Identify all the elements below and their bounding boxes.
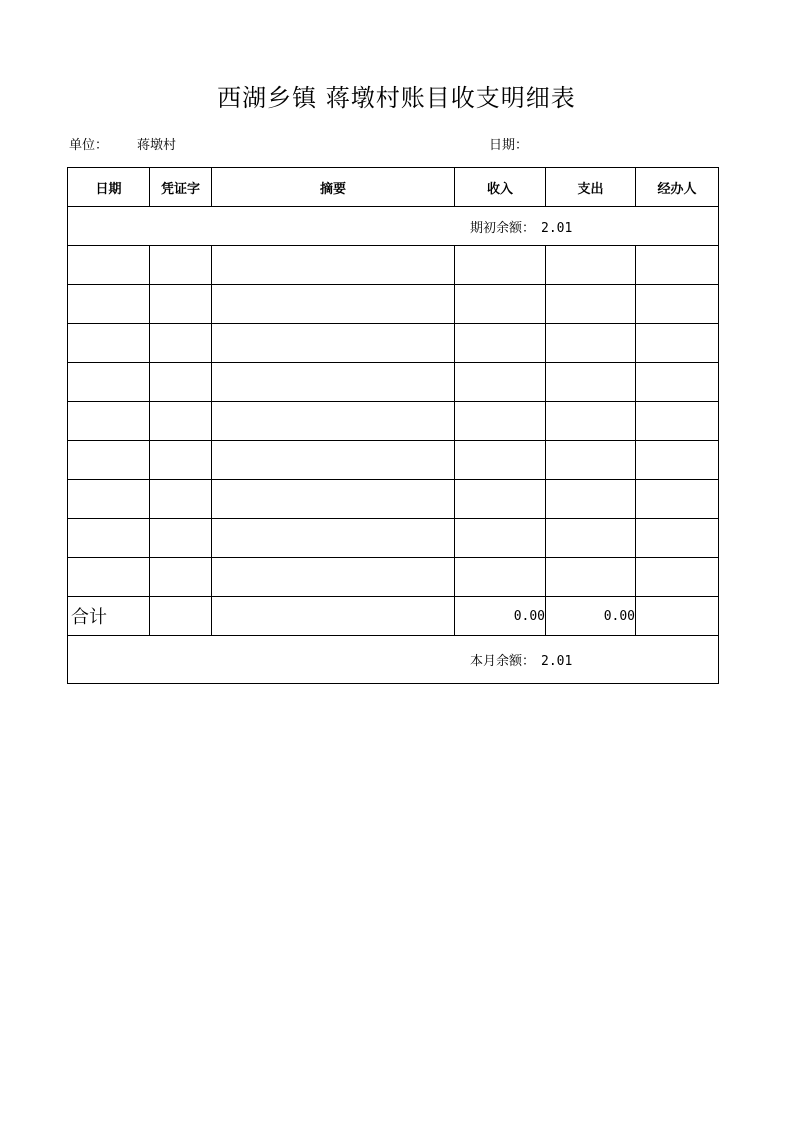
- header-summary: 摘要: [212, 168, 455, 207]
- cell-handler[interactable]: [636, 285, 719, 324]
- cell-voucher[interactable]: [150, 558, 212, 597]
- unit-label: 单位：: [69, 138, 109, 153]
- closing-balance-value: 2.01: [541, 654, 573, 669]
- header-handler: 经办人: [636, 168, 719, 207]
- table-row: [68, 363, 719, 402]
- header-row: [68, 168, 719, 207]
- cell-handler[interactable]: [636, 480, 719, 519]
- cell-date[interactable]: [68, 324, 150, 363]
- unit-value: 蒋墩村: [137, 138, 177, 153]
- cell-income[interactable]: [455, 363, 546, 402]
- header-date: 日期: [68, 168, 150, 207]
- table-row: [68, 402, 719, 441]
- cell-expense[interactable]: [546, 363, 636, 402]
- table-row: [68, 285, 719, 324]
- cell-voucher[interactable]: [150, 246, 212, 285]
- total-handler-cell: [636, 597, 719, 636]
- cell-income[interactable]: [455, 324, 546, 363]
- closing-balance-cell: [68, 636, 719, 684]
- cell-handler[interactable]: [636, 441, 719, 480]
- table-row: [68, 480, 719, 519]
- cell-date[interactable]: [68, 441, 150, 480]
- cell-date[interactable]: [68, 402, 150, 441]
- cell-voucher[interactable]: [150, 441, 212, 480]
- cell-date[interactable]: [68, 519, 150, 558]
- total-expense: 0.00: [546, 597, 636, 636]
- cell-income[interactable]: [455, 558, 546, 597]
- cell-voucher[interactable]: [150, 285, 212, 324]
- cell-date[interactable]: [68, 480, 150, 519]
- cell-summary[interactable]: [212, 363, 455, 402]
- table-row: [68, 558, 719, 597]
- total-summary-cell: [212, 597, 455, 636]
- cell-expense[interactable]: [546, 519, 636, 558]
- cell-expense[interactable]: [546, 246, 636, 285]
- cell-voucher[interactable]: [150, 480, 212, 519]
- header-expense: 支出: [546, 168, 636, 207]
- ledger-table: [67, 167, 719, 684]
- cell-date[interactable]: [68, 246, 150, 285]
- cell-voucher[interactable]: [150, 324, 212, 363]
- cell-summary[interactable]: [212, 285, 455, 324]
- cell-income[interactable]: [455, 402, 546, 441]
- total-label: 合计: [68, 597, 150, 636]
- cell-summary[interactable]: [212, 519, 455, 558]
- cell-expense[interactable]: [546, 285, 636, 324]
- header-voucher: 凭证字: [150, 168, 212, 207]
- cell-summary[interactable]: [212, 558, 455, 597]
- total-row: [68, 597, 719, 636]
- total-voucher-cell: [150, 597, 212, 636]
- opening-balance-value: 2.01: [541, 220, 573, 236]
- header-income: 收入: [455, 168, 546, 207]
- cell-handler[interactable]: [636, 558, 719, 597]
- closing-balance-label: 本月余额：: [470, 654, 536, 669]
- table-row: [68, 519, 719, 558]
- cell-expense[interactable]: [546, 558, 636, 597]
- cell-handler[interactable]: [636, 363, 719, 402]
- page-title: 西湖乡镇 蒋墩村账目收支明细表: [217, 84, 576, 112]
- cell-income[interactable]: [455, 441, 546, 480]
- cell-date[interactable]: [68, 285, 150, 324]
- opening-balance-row: [68, 207, 719, 246]
- cell-income[interactable]: [455, 246, 546, 285]
- table-row: [68, 324, 719, 363]
- table-row: [68, 441, 719, 480]
- cell-handler[interactable]: [636, 402, 719, 441]
- date-label: 日期：: [489, 138, 529, 153]
- cell-expense[interactable]: [546, 480, 636, 519]
- cell-expense[interactable]: [546, 441, 636, 480]
- cell-income[interactable]: [455, 519, 546, 558]
- cell-income[interactable]: [455, 480, 546, 519]
- cell-summary[interactable]: [212, 480, 455, 519]
- cell-expense[interactable]: [546, 402, 636, 441]
- cell-summary[interactable]: [212, 246, 455, 285]
- cell-voucher[interactable]: [150, 519, 212, 558]
- total-income: 0.00: [455, 597, 546, 636]
- cell-date[interactable]: [68, 363, 150, 402]
- cell-summary[interactable]: [212, 324, 455, 363]
- opening-balance-cell: [68, 207, 719, 246]
- cell-summary[interactable]: [212, 441, 455, 480]
- cell-handler[interactable]: [636, 324, 719, 363]
- cell-handler[interactable]: [636, 246, 719, 285]
- opening-balance-label: 期初余额：: [470, 220, 536, 236]
- cell-income[interactable]: [455, 285, 546, 324]
- cell-date[interactable]: [68, 558, 150, 597]
- cell-summary[interactable]: [212, 402, 455, 441]
- closing-balance-row: [68, 636, 719, 684]
- cell-expense[interactable]: [546, 324, 636, 363]
- cell-voucher[interactable]: [150, 363, 212, 402]
- cell-voucher[interactable]: [150, 402, 212, 441]
- table-row: [68, 246, 719, 285]
- cell-handler[interactable]: [636, 519, 719, 558]
